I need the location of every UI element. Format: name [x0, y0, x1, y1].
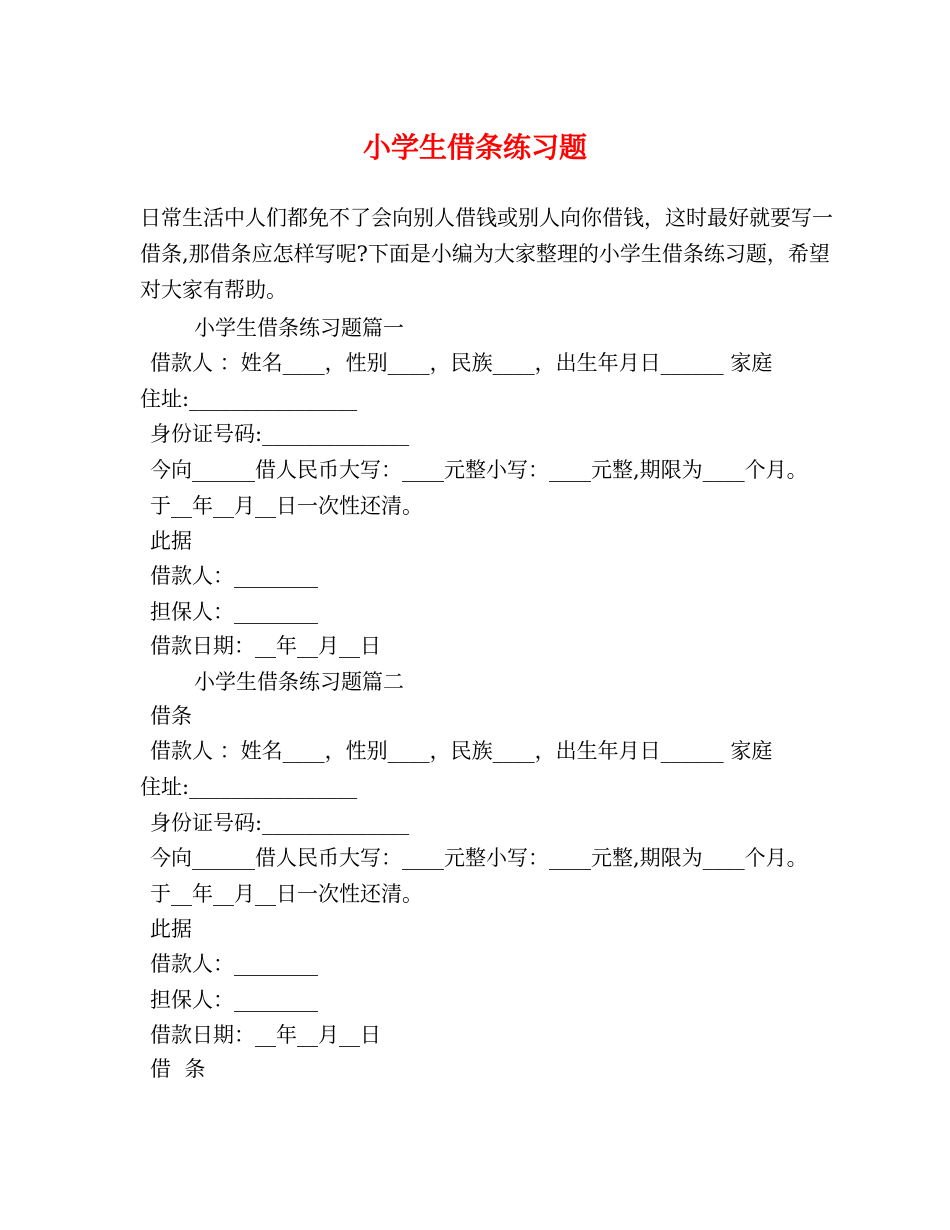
section2-line: 身份证号码:______________	[150, 811, 410, 835]
intro-paragraph: 日常生活中人们都免不了会向别人借钱或别人向你借钱，这时最好就要写一借条,那借条应怎样写呢?下面是小编为大家整理的小学生借条练习题，希望对大家有帮助。	[140, 206, 833, 302]
section1-line: 于__年__月__日一次性还清。	[150, 494, 423, 518]
section1-line: 今向______借人民币大写：____元整小写：____元整,期限为____个月。	[150, 458, 808, 482]
section1-line: 借款人：________	[150, 564, 318, 588]
section1-line: 此据	[150, 529, 192, 553]
section1-heading: 小学生借条练习题篇一	[194, 316, 404, 340]
section2-heading: 小学生借条练习题篇二	[194, 670, 404, 694]
section2-line: 今向______借人民币大写：____元整小写：____元整,期限为____个月。	[150, 846, 808, 870]
section2-line: 担保人：________	[150, 988, 318, 1012]
section1-line: 借款日期：__年__月__日	[150, 634, 381, 658]
section2-line: 于__年__月__日一次性还清。	[150, 882, 423, 906]
section2-line: 借款日期：__年__月__日	[150, 1023, 381, 1047]
section1-line: 担保人：________	[150, 600, 318, 624]
section2-line: 此据	[150, 917, 192, 941]
section1-line: 借款人 ：姓名____，性别____，民族____，出生年月日______ 家庭	[150, 351, 773, 375]
section2-line: 借 条	[150, 1057, 206, 1081]
section2-line: 借款人 ：姓名____，性别____，民族____，出生年月日______ 家庭	[150, 739, 773, 763]
section1-line: 住址:________________	[140, 387, 358, 411]
section2-line: 借款人：________	[150, 952, 318, 976]
section2-line: 借条	[150, 704, 192, 728]
section2-line: 住址:________________	[140, 775, 358, 799]
document-title: 小学生借条练习题	[362, 131, 587, 164]
section1-line: 身份证号码:______________	[150, 422, 410, 446]
